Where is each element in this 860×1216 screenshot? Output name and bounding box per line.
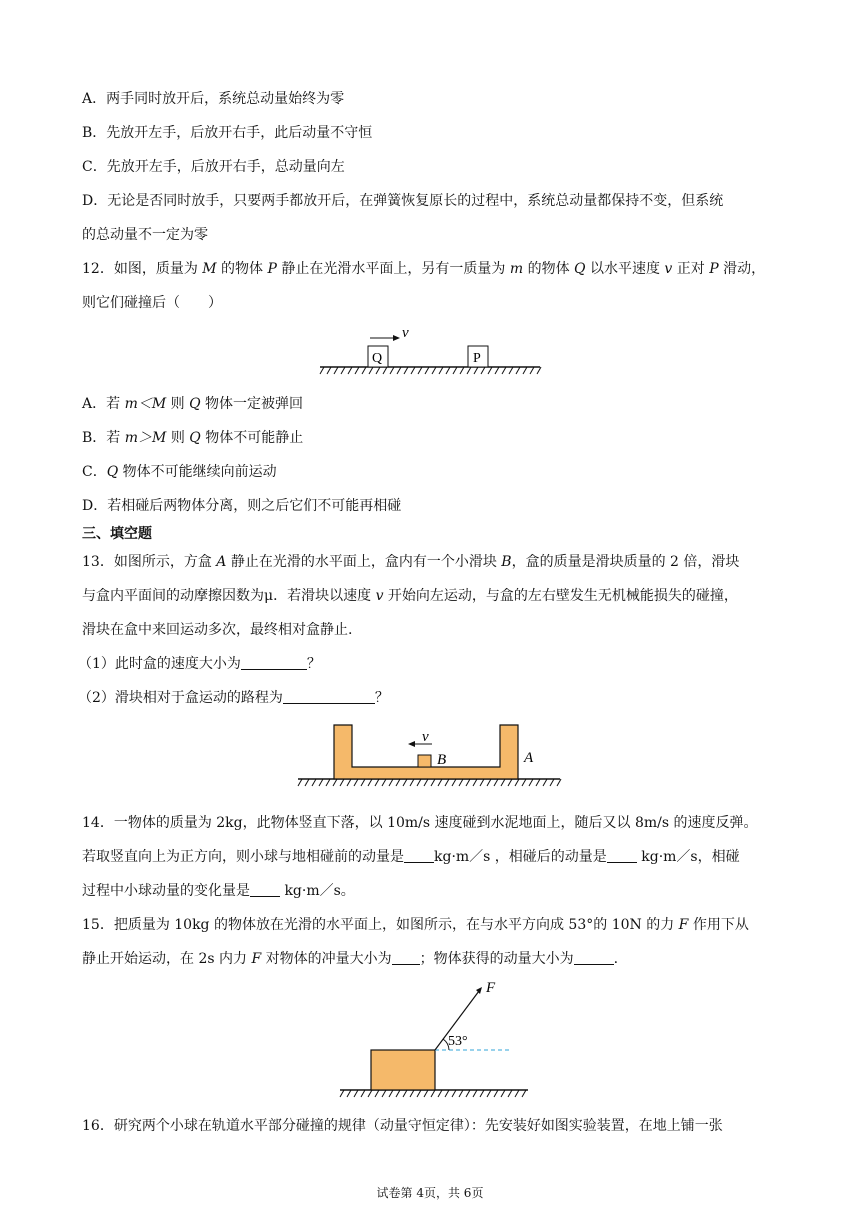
ground-hatching [298, 779, 561, 786]
q14-stem-line3: 过程中小球动量的变化量是 kg·m／s。 [82, 883, 355, 899]
block-q-label: Q [372, 351, 383, 366]
q13-figure [298, 724, 562, 794]
answer-blank [283, 689, 375, 704]
q12-option-d: D．若相碰后两物体分离，则之后它们不可能再相碰 [82, 498, 402, 514]
q12-option-b: B．若 m＞M 则 Q 物体不可能静止 [82, 430, 304, 446]
answer-blank [574, 950, 614, 965]
q11-option-c: C．先放开左手，后放开右手，总动量向左 [82, 159, 345, 175]
velocity-label: v [402, 325, 409, 341]
answer-blank [392, 950, 420, 965]
velocity-label: v [422, 729, 429, 745]
answer-blank [607, 848, 637, 863]
box-a-label: A [524, 750, 534, 766]
q13-stem-line2: 与盒内平面间的动摩擦因数为μ．若滑块以速度 v 开始向左运动，与盒的左右壁发生无机械能损失的碰撞， [82, 588, 738, 604]
q14-stem-line2: 若取竖直向上为正方向，则小球与地相碰前的动量是 kg·m／s ，相碰后的动量是 kg·m／s，相碰 [82, 849, 740, 865]
q13-sub1: （1）此时盒的速度大小为 ？ [78, 656, 321, 672]
block-p-label: P [473, 351, 481, 366]
slider-b [418, 755, 431, 767]
q15-figure [340, 972, 530, 1102]
q13-stem-line3: 滑块在盒中来回运动多次，最终相对盒静止. [82, 622, 353, 638]
q11-option-d-line1: D．无论是否同时放手，只要两手都放开后，在弹簧恢复原长的过程中，系统总动量都保持不变，但系统 [82, 193, 724, 209]
q11-option-b: B．先放开左手，后放开右手，此后动量不守恒 [82, 125, 373, 141]
q15-stem-line1: 15．把质量为 10kg 的物体放在光滑的水平面上，如图所示，在与水平方向成 53°的 10N 的力 F 作用下从 [82, 917, 749, 933]
answer-blank [404, 848, 434, 863]
answer-blank [241, 655, 307, 670]
q15-stem-line2: 静止开始运动，在 2s 内力 F 对物体的冲量大小为 ；物体获得的动量大小为 . [82, 951, 619, 967]
q13-stem-line1: 13．如图所示，方盒 A 静止在光滑的水平面上，盒内有一个小滑块 B，盒的质量是滑块质量的 2 倍，滑块 [82, 554, 740, 570]
ground-hatching [320, 367, 541, 374]
section-heading: 三、填空题 [82, 526, 152, 542]
answer-blank [250, 882, 280, 897]
q14-stem-line1: 14．一物体的质量为 2kg，此物体竖直下落，以 10m/s 速度碰到水泥地面上，随后又以 8m/s 的速度反弹。 [82, 815, 758, 831]
q11-option-d-line2: 的总动量不一定为零 [82, 227, 208, 243]
block [371, 1050, 435, 1090]
q12-figure [320, 322, 542, 378]
angle-label: 53° [448, 1034, 468, 1049]
q13-sub2: （2）滑块相对于盒运动的路程为 ？ [78, 690, 389, 706]
ground-hatching [340, 1090, 526, 1097]
q16-stem-line1: 16．研究两个小球在轨道水平部分碰撞的规律（动量守恒定律）：先安装好如图实验装置，在地上铺一张 [82, 1118, 723, 1134]
q12-stem-line1: 12．如图，质量为 M 的物体 P 静止在光滑水平面上，另有一质量为 m 的物体 Q 以水平速度 v 正对 P 滑动， [82, 261, 766, 277]
slider-b-label: B [437, 752, 447, 768]
force-label: F [486, 980, 496, 996]
q12-option-a: A．若 m＜M 则 Q 物体一定被弹回 [82, 396, 304, 412]
q12-stem-line2: 则它们碰撞后（ ） [82, 295, 222, 311]
q12-option-c: C．Q 物体不可能继续向前运动 [82, 464, 277, 480]
q11-option-a: A．两手同时放开后，系统总动量始终为零 [82, 91, 345, 107]
page-footer: 试卷第 4页，共 6页 [376, 1186, 484, 1200]
